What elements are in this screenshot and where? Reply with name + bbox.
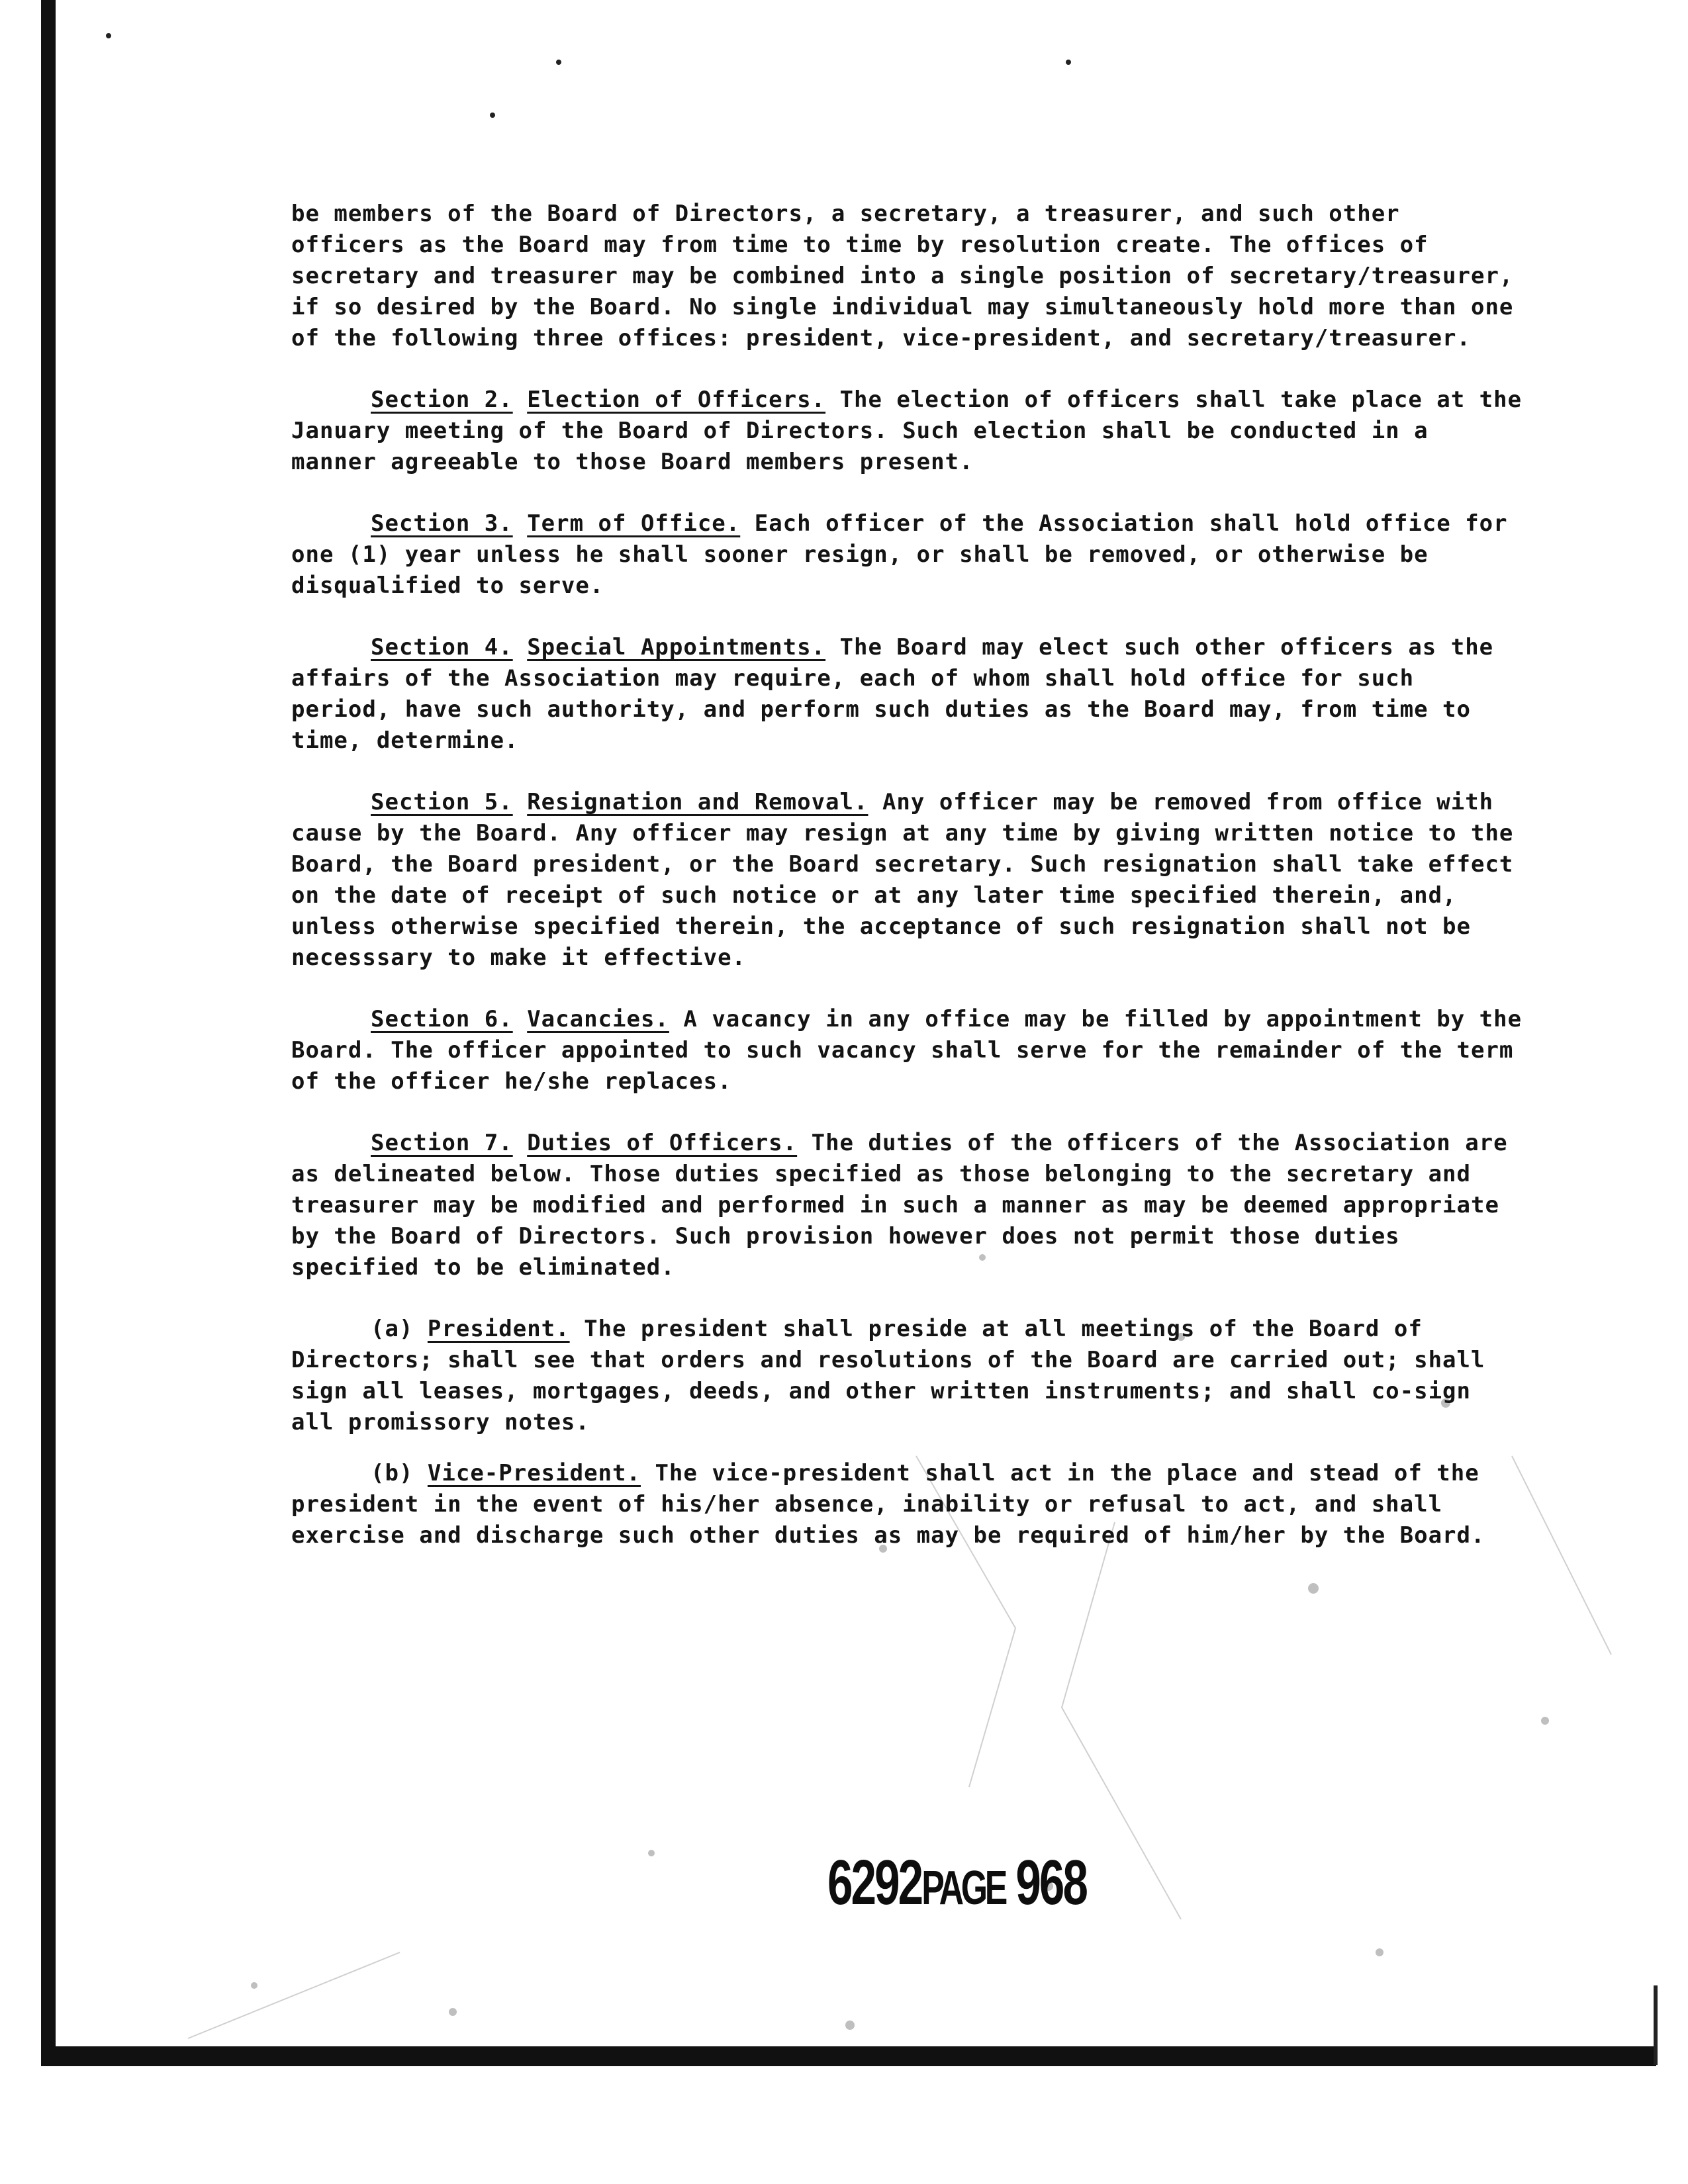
section-5-title: Resignation and Removal. (527, 789, 868, 815)
stamp-page-number: 968 (1015, 1847, 1087, 1918)
subsection-vice-president (291, 1458, 1523, 1551)
scan-speck (1066, 60, 1071, 65)
scan-speck (490, 113, 495, 118)
section-7 (291, 1128, 1523, 1283)
scan-bottom-edge (41, 2046, 1656, 2066)
scan-speck (106, 33, 111, 38)
section-2-title: Election of Officers. (527, 387, 826, 413)
document-body (291, 199, 1523, 1551)
section-5-text: Any officer may be removed from office with cause by the Board. Any officer may resign at any time by giving written notice to the Board, the Board president, or the Board secretary. Such resignation shall take effect on the date of receipt of such notice or at any later time specified therein, and, unless otherwise specified therein, the acceptance of such resignation shall not be necesssary to make it effective. (291, 789, 1514, 971)
section-6-number: Section 6. (371, 1006, 513, 1032)
section-4 (291, 632, 1523, 756)
scan-right-edge (1654, 1985, 1658, 2065)
section-3-number: Section 3. (371, 510, 513, 537)
section-6-text: A vacancy in any office may be filled by appointment by the Board. The officer appointed to such vacancy shall serve for the remainder of the term of the officer he/she replaces. (291, 1006, 1523, 1095)
subsection-a-title: President. (427, 1316, 570, 1342)
stamp-page-word: PAGE (921, 1862, 1006, 1915)
section-6-title: Vacancies. (527, 1006, 669, 1032)
section-2 (291, 385, 1523, 478)
subsection-a-text: The president shall preside at all meetings of the Board of Directors; shall see that orders and resolutions of the Board are carried out; shall sign all leases, mortgages, deeds, and other written instruments; and shall co-sign all promissory notes. (291, 1316, 1485, 1435)
section-4-text: The Board may elect such other officers as the affairs of the Association may require, each of whom shall hold office for such period, have such authority, and perform such duties as the Board may, from time to time, determine. (291, 634, 1494, 754)
section-2-number: Section 2. (371, 387, 513, 413)
section-5 (291, 787, 1523, 974)
section-6 (291, 1004, 1523, 1097)
section-4-title: Special Appointments. (527, 634, 826, 660)
subsection-b-title: Vice-President. (427, 1460, 641, 1486)
subsection-b-text: The vice-president shall act in the place and stead of the president in the event of his/her absence, inability or refusal to act, and shall exercise and discharge such other duties as may be required of him/her by the Board. (291, 1460, 1485, 1549)
section-5-number: Section 5. (371, 789, 513, 815)
subsection-a-label: (a) (371, 1316, 414, 1342)
section-7-number: Section 7. (371, 1130, 513, 1156)
section-2-text: The election of officers shall take place at the January meeting of the Board of Directors. Such election shall be conducted in a manner agreeable to those Board members present. (291, 387, 1523, 475)
book-page-stamp (827, 1846, 1086, 1919)
section-7-text: The duties of the officers of the Association are as delineated below. Those duties specified as those belonging to the secretary and treasurer may be modified and performed in such a manner as may be deemed appropriate by the Board of Directors. Such provision however does not permit those duties specified to be eliminated. (291, 1130, 1508, 1281)
section-3-text: Each officer of the Association shall hold office for one (1) year unless he shall sooner resign, or shall be removed, or otherwise be disqualified to serve. (291, 510, 1508, 599)
scan-left-edge (41, 0, 56, 2062)
intro-paragraph: be members of the Board of Directors, a secretary, a treasurer, and such other officers as the Board may from time to time by resolution create. The offices of secretary and treasurer may be combined into a single position of secretary/treasurer, if so desired by the Board. No single individual may simultaneously hold more than one of the following three offices: president, vice-president, and secretary/treasurer. (291, 201, 1514, 351)
section-3-title: Term of Office. (527, 510, 741, 537)
scan-speck (556, 60, 561, 65)
section-7-title: Duties of Officers. (527, 1130, 798, 1156)
section-4-number: Section 4. (371, 634, 513, 660)
section-3 (291, 508, 1523, 602)
subsection-b-label: (b) (371, 1460, 414, 1486)
stamp-book-number: 6292 (827, 1847, 922, 1918)
subsection-president (291, 1314, 1523, 1438)
